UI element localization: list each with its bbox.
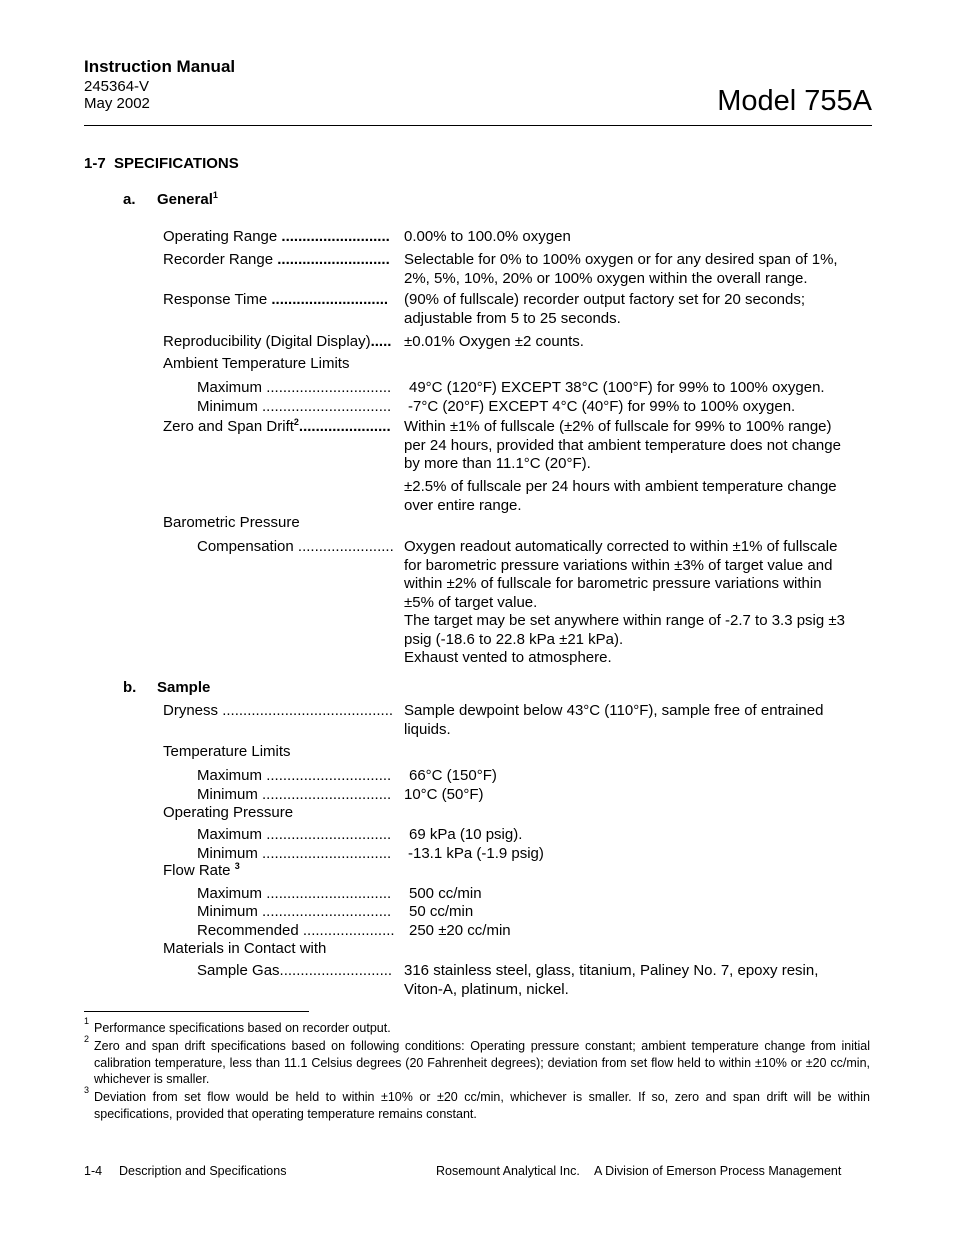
leader-dots: ......................................... (222, 702, 394, 719)
value-line: 316 stainless steel, glass, titanium, Paliney No. 7, epoxy resin, (404, 962, 819, 979)
doc-date: May 2002 (84, 95, 150, 112)
footnote-1-text: Performance specifications based on recorder output. (94, 1021, 391, 1035)
materials-label: Materials in Contact with (163, 940, 327, 957)
temp-min-value: 10°C (50°F) (404, 786, 484, 803)
general-footnote-ref: 1 (212, 190, 218, 200)
flow-min-value: 50 cc/min (409, 903, 474, 920)
leader-dots: .............................. (266, 826, 392, 843)
recorder-range-value (404, 251, 838, 288)
ambient-min-label (197, 398, 391, 416)
leader-dots: .............................. (266, 379, 392, 396)
reproducibility-value: ±0.01% Oxygen ±2 counts. (404, 333, 584, 350)
sample-title: Sample (157, 679, 211, 696)
value-line: over entire range. (404, 496, 522, 514)
value-line: by more than 11.1°C (20°F). (404, 455, 591, 472)
value-line: The target may be set anywhere within range of -2.7 to 3.3 psig ±3 (404, 612, 845, 629)
value-line: 2%, 5%, 10%, 20% or 100% oxygen within the overall range. (404, 269, 808, 287)
sample-gas-value (404, 962, 818, 999)
value-line: Viton-A, platinum, nickel. (404, 980, 569, 998)
flow-rate-label (163, 862, 240, 880)
temperature-limits-label: Temperature Limits (163, 743, 291, 760)
footer-division: A Division of Emerson Process Management (594, 1164, 842, 1178)
leader-dots: ........................... (279, 962, 393, 979)
footnote-3-text: Deviation from set flow would be held to within ±10% or ±20 cc/min, whichever is smaller. If so, zero and span drift will be within specifications, provided that operating temperature remains constant. (94, 1090, 870, 1121)
value-line: Within ±1% of fullscale (±2% of fullscale for 99% to 100% range) (404, 418, 832, 435)
general-label: a. (123, 191, 136, 208)
drift-value-2 (404, 478, 837, 515)
flow-max-value: 500 cc/min (409, 885, 482, 902)
leader-dots: ............................... (262, 786, 392, 803)
footer-company: Rosemount Analytical Inc. (436, 1164, 580, 1178)
reproducibility-label (163, 333, 391, 351)
drift-label (163, 418, 391, 436)
barometric-label: Barometric Pressure (163, 514, 300, 531)
sample-gas-label (197, 962, 392, 980)
leader-dots: ............................... (262, 903, 392, 920)
leader-dots: ....................... (297, 538, 394, 555)
dryness-value (404, 702, 823, 739)
reproducibility-label-text: Reproducibility (Digital Display) (163, 333, 371, 350)
drift-label-text: Zero and Span Drift (163, 418, 294, 435)
value-line: psig (-18.6 to 22.8 kPa ±21 kPa). (404, 630, 624, 648)
footer-section: Description and Specifications (119, 1164, 287, 1178)
ambient-max-label (197, 379, 391, 397)
leader-dots: ..... (370, 333, 392, 350)
section-title: SPECIFICATIONS (114, 155, 239, 172)
value-line: per 24 hours, provided that ambient temperature does not change (404, 436, 841, 454)
flow-recommended-label (197, 922, 395, 940)
sample-label: b. (123, 679, 137, 696)
leader-dots: ............................... (262, 398, 392, 415)
flow-rate-label-text: Flow Rate (163, 862, 231, 879)
ambient-min-label-text: Minimum (197, 398, 258, 415)
flow-max-label (197, 885, 391, 903)
response-time-value (404, 291, 805, 328)
temp-max-value: 66°C (150°F) (409, 767, 497, 784)
operating-range-value: 0.00% to 100.0% oxygen (404, 228, 571, 245)
footnote-rule (84, 1011, 309, 1012)
footnote-2-number: 2 (84, 1034, 90, 1044)
flow-footnote-ref: 3 (234, 861, 240, 871)
recorder-range-label (163, 251, 390, 269)
drift-value (404, 418, 841, 474)
flow-min-label-text: Minimum (197, 903, 258, 920)
value-line: liquids. (404, 720, 451, 738)
temp-min-label (197, 786, 391, 804)
flow-min-label (197, 903, 391, 921)
doc-number: 245364-V (84, 78, 150, 95)
footnote-1-number: 1 (84, 1016, 90, 1026)
section-number: 1-7 (84, 155, 106, 172)
leader-dots: .......................... (281, 228, 390, 245)
header-rule (84, 125, 872, 126)
general-heading (157, 191, 218, 209)
value-line: Sample dewpoint below 43°C (110°F), sample free of entrained (404, 702, 824, 719)
value-line: adjustable from 5 to 25 seconds. (404, 309, 621, 327)
pressure-min-label-text: Minimum (197, 845, 258, 862)
leader-dots: .............................. (266, 767, 392, 784)
compensation-label (197, 538, 394, 556)
value-line: (90% of fullscale) recorder output factory set for 20 seconds; (404, 291, 806, 308)
leader-dots: ...................... (298, 418, 391, 435)
value-line: Selectable for 0% to 100% oxygen or for any desired span of 1%, (404, 251, 838, 268)
footer-page-number: 1-4 (84, 1164, 103, 1178)
compensation-label-text: Compensation (197, 538, 294, 555)
footnote-3-number: 3 (84, 1085, 90, 1095)
footnote-2-text: Zero and span drift specifications based on following conditions: Operating pressure constant; ambient temperature change from initial calibration temperature, less than 11.1 Celsius degrees (20 Fahrenheit degrees); deviation from set flow held to within ±10% or ±20 cc/min, whichever is smaller. (94, 1039, 870, 1087)
leader-dots: ............................ (271, 291, 389, 308)
response-time-label-text: Response Time (163, 291, 268, 308)
recorder-range-label-text: Recorder Range (163, 251, 274, 268)
value-line: Oxygen readout automatically corrected to within ±1% of fullscale (404, 538, 838, 555)
sample-gas-label-text: Sample Gas (197, 962, 280, 979)
section-heading (84, 155, 239, 173)
operating-range-label (163, 228, 390, 246)
general-title: General (157, 191, 213, 208)
flow-recommended-label-text: Recommended (197, 922, 299, 939)
ambient-max-value: 49°C (120°F) EXCEPT 38°C (100°F) for 99% to 100% oxygen. (409, 379, 825, 396)
value-line: ±2.5% of fullscale per 24 hours with ambient temperature change (404, 478, 837, 495)
leader-dots: .............................. (266, 885, 392, 902)
leader-dots: ............................... (262, 845, 392, 862)
pressure-max-label (197, 826, 391, 844)
temp-min-label-text: Minimum (197, 786, 258, 803)
model-title: Model 755A (717, 85, 872, 117)
dryness-label-text: Dryness (163, 702, 219, 719)
value-line: Exhaust vented to atmosphere. (404, 649, 612, 666)
response-time-label (163, 291, 388, 309)
pressure-max-value: 69 kPa (10 psig). (409, 826, 523, 843)
value-line: within ±2% of fullscale for barometric pressure variations within (404, 575, 822, 592)
dryness-label (163, 702, 393, 720)
value-line: for barometric pressure variations within ±3% of target value and (404, 556, 833, 574)
value-line: ±5% of target value. (404, 593, 538, 611)
pressure-min-label (197, 845, 391, 863)
flow-recommended-value: 250 ±20 cc/min (409, 922, 511, 939)
pressure-min-value: -13.1 kPa (-1.9 psig) (408, 845, 544, 862)
compensation-value (404, 538, 845, 668)
temp-max-label-text: Maximum (197, 767, 263, 784)
ambient-min-value: -7°C (20°F) EXCEPT 4°C (40°F) for 99% to 100% oxygen. (408, 398, 796, 415)
manual-title: Instruction Manual (84, 57, 236, 76)
ambient-max-label-text: Maximum (197, 379, 263, 396)
operating-range-label-text: Operating Range (163, 228, 278, 245)
leader-dots: ........................... (277, 251, 390, 268)
flow-max-label-text: Maximum (197, 885, 263, 902)
temp-max-label (197, 767, 391, 785)
operating-pressure-label: Operating Pressure (163, 804, 294, 821)
ambient-temperature-label: Ambient Temperature Limits (163, 355, 350, 372)
drift-footnote-ref: 2 (293, 417, 299, 427)
pressure-max-label-text: Maximum (197, 826, 263, 843)
leader-dots: ...................... (302, 922, 395, 939)
